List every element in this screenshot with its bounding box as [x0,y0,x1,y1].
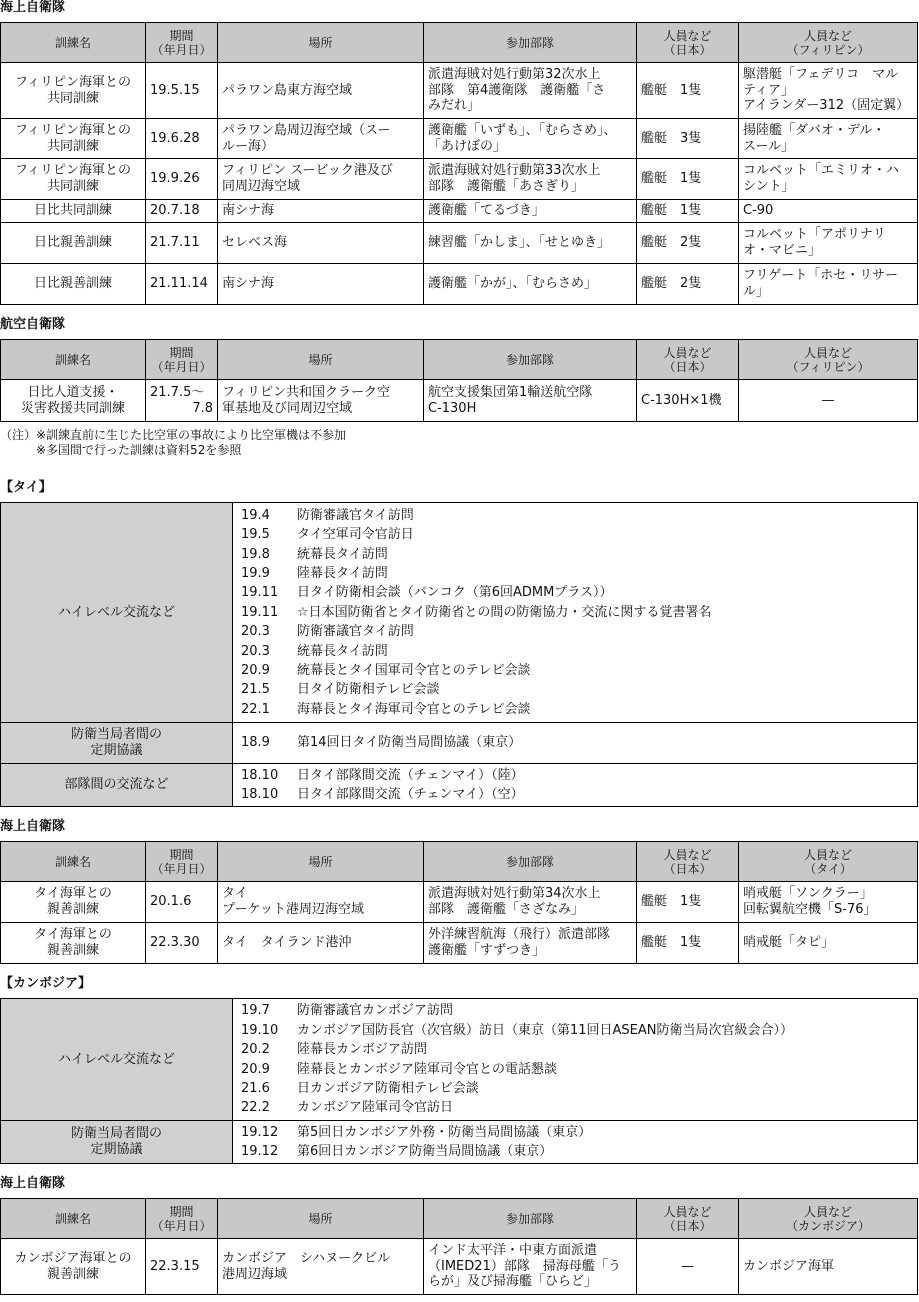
header-personnel-partner: 人員など （フィリピン） [739,23,918,63]
personnel-partner-cell: 駆潜艇「フェデリコ マル ティア」 アイランダー312（固定翼） [739,63,918,119]
notes [0,422,919,480]
header-place: 場所 [218,23,424,63]
list-item: 21.5 日タイ防衛相テレビ会談 [241,682,440,698]
section-title-cambodia-msdf: 海上自衛隊 [0,1176,66,1191]
place-cell: カンボジア シハヌークビル 港周辺海域 [218,1239,424,1295]
personnel-japan-cell: 艦艇 3隻 [637,119,739,159]
units-cell: 派遣海賊対処行動第34次水上 部隊 護衛艦「さざなみ」 [424,882,637,923]
group-label: ハイレベル交流など [1,503,233,723]
personnel-japan-cell: 艦艇 1隻 [637,63,739,119]
header-personnel-partner: 人員など （カンボジア） [739,1199,918,1239]
header-units: 参加部隊 [424,1199,637,1239]
event-list [233,999,918,1121]
training-name: フィリピン海軍との 共同訓練 [1,63,146,119]
header-period: 期間 （年月日） [146,1199,218,1239]
personnel-partner-cell: 揚陸艦「ダバオ・デル・ スール」 [739,119,918,159]
place-cell: セレベス海 [218,223,424,264]
table-row [1,723,918,764]
date-cell: 19.9.26 [146,159,218,200]
philippines-asdf-table [0,339,918,422]
training-name: 日比親善訓練 [1,223,146,264]
training-name: タイ海軍との 親善訓練 [1,882,146,923]
units-cell: 派遣海賊対処行動第33次水上 部隊 護衛艦「あさぎり」 [424,159,637,200]
units-cell: 練習艦「かしま」、「せとゆき」 [424,223,637,264]
units-cell: インド太平洋・中東方面派遣 （IMED21）部隊 掃海母艦「う らが」及び掃海艦「ひらど」 [424,1239,637,1295]
list-item: 19.12 第6回日カンボジア防衛当局間協議（東京） [241,1144,553,1159]
table-row [1,200,918,223]
place-cell: タイ タイランド港沖 [218,923,424,964]
table-row [1,159,918,200]
header-units: 参加部隊 [424,23,637,63]
header-personnel-japan: 人員など （日本） [637,842,739,882]
personnel-japan-cell: 艦艇 1隻 [637,923,739,964]
personnel-partner-cell: コルベット「アポリナリ オ・マビニ」 [739,223,918,264]
date-cell: 21.7.5〜 7.8 [146,380,218,422]
place-cell: フィリピン スービック港及び 同周辺海空域 [218,159,424,200]
date-cell: 20.1.6 [146,882,218,923]
personnel-partner-cell: フリゲート「ホセ・リサー ル」 [739,264,918,305]
header-personnel-japan: 人員など （日本） [637,23,739,63]
personnel-japan-cell: 艦艇 1隻 [637,200,739,223]
date-cell: 21.7.11 [146,223,218,264]
table-row [1,882,918,923]
section-title-thailand: 【タイ】 [0,480,52,495]
training-name: タイ海軍との 親善訓練 [1,923,146,964]
list-item: 18.10 日タイ部隊間交流（チェンマイ）（空） [241,787,524,802]
personnel-japan-cell: — [637,1239,739,1295]
units-cell: 護衛艦「てるづき」 [424,200,637,223]
personnel-partner-cell: コルベット「エミリオ・ハ シント」 [739,159,918,200]
table-row [1,764,918,807]
date-cell: 22.3.15 [146,1239,218,1295]
personnel-japan-cell: 艦艇 1隻 [637,159,739,200]
personnel-japan-cell: 艦艇 1隻 [637,882,739,923]
place-cell: パラワン島周辺海空域（スー ルー海） [218,119,424,159]
list-item: 19.4 防衛審議官タイ訪問 [241,507,414,523]
personnel-japan-cell: 艦艇 2隻 [637,223,739,264]
table-row [1,63,918,119]
header-period: 期間 （年月日） [146,23,218,63]
group-label: ハイレベル交流など [1,999,233,1121]
place-cell: 南シナ海 [218,264,424,305]
units-cell: 外洋練習航海（飛行）派遣部隊 護衛艦「すずつき」 [424,923,637,964]
date-cell: 21.11.14 [146,264,218,305]
list-item: 19.8 統幕長タイ訪問 [241,546,388,562]
list-item: 19.10 カンボジア国防長官（次官級）訪日（東京（第11回日ASEAN防衛当局次官級会合）） [241,1022,794,1038]
personnel-partner-cell: 哨戒艇「タピ」 [739,923,918,964]
training-name: フィリピン海軍との 共同訓練 [1,159,146,200]
personnel-partner-cell: 哨戒艇「ソンクラー」 回転翼航空機「S-76」 [739,882,918,923]
list-item: 19.12 第5回日カンボジア外務・防衛当局間協議（東京） [241,1124,592,1140]
header-units: 参加部隊 [424,842,637,882]
group-label: 防衛当局者間の 定期協議 [1,723,233,764]
list-item: 18.9 第14回日タイ防衛当局間協議（東京） [241,735,522,751]
list-item: 19.11 ☆日本国防衛省とタイ防衛省との間の防衛協力・交流に関する覚書署名 [241,604,712,620]
table-row [1,264,918,305]
list-item: 22.2 カンボジア陸軍司令官訪日 [241,1100,454,1116]
table-row [1,380,918,422]
philippines-msdf-table [0,22,918,305]
table-row [1,1121,918,1164]
header-training-name: 訓練名 [1,842,146,882]
list-item: 22.1 海幕長とタイ海軍司令官とのテレビ会談 [241,701,531,717]
training-name: 日比共同訓練 [1,200,146,223]
list-item: 19.9 陸幕長タイ訪問 [241,565,388,581]
section-title-thailand-msdf: 海上自衛隊 [0,819,66,834]
units-cell: 派遣海賊対処行動第32次水上 部隊 第4護衛隊 護衛艦「さ みだれ」 [424,63,637,119]
group-label: 防衛当局者間の 定期協議 [1,1121,233,1164]
group-label: 部隊間の交流など [1,764,233,807]
thailand-msdf-table [0,841,918,964]
list-item: 20.2 陸幕長カンボジア訪問 [241,1042,428,1058]
units-cell: 護衛艦「いずも」、「むらさめ」、 「あけぼの」 [424,119,637,159]
section-title-philippines-asdf: 航空自衛隊 [0,317,66,332]
section-title-philippines-msdf: 海上自衛隊 [0,0,66,15]
cambodia-exchange-table [0,998,918,1164]
header-units: 参加部隊 [424,340,637,380]
training-name: 日比親善訓練 [1,264,146,305]
thailand-exchange-table [0,502,918,807]
list-item: 18.10 日タイ部隊間交流（チェンマイ）（陸） [241,767,524,783]
place-cell: タイ プーケット港周辺海空域 [218,882,424,923]
list-item: 21.6 日カンボジア防衛相テレビ会談 [241,1080,479,1096]
cambodia-msdf-table [0,1198,918,1295]
list-item: 19.7 防衛審議官カンボジア訪問 [241,1003,454,1019]
list-item: 20.3 統幕長タイ訪問 [241,643,388,659]
training-name: 日比人道支援・ 災害救援共同訓練 [1,380,146,422]
list-item: 20.9 陸幕長とカンボジア陸軍司令官との電話懇談 [241,1061,558,1077]
header-period: 期間 （年月日） [146,842,218,882]
event-list [233,1121,918,1164]
section-title-cambodia: 【カンボジア】 [0,976,92,991]
place-cell: フィリピン共和国クラーク空 軍基地及び同周辺空域 [218,380,424,422]
units-cell: 護衛艦「かが」、「むらさめ」 [424,264,637,305]
date-cell: 19.6.28 [146,119,218,159]
table-row [1,119,918,159]
event-list [233,723,918,764]
training-name: カンボジア海軍との 親善訓練 [1,1239,146,1295]
header-place: 場所 [218,340,424,380]
note-line: （注）※訓練直前に生じた比空軍の事故により比空軍機は不参加 [0,428,347,442]
header-personnel-partner: 人員など （フィリピン） [739,340,918,380]
table-row [1,1239,918,1295]
date-cell: 19.5.15 [146,63,218,119]
personnel-japan-cell: 艦艇 2隻 [637,264,739,305]
note-line: ※多国間で行った訓練は資料52を参照 [36,443,242,457]
header-personnel-japan: 人員など （日本） [637,1199,739,1239]
header-training-name: 訓練名 [1,23,146,63]
date-cell: 20.7.18 [146,200,218,223]
personnel-partner-cell: — [739,380,918,422]
event-list [233,503,918,723]
list-item: 20.9 統幕長とタイ国軍司令官とのテレビ会談 [241,663,531,679]
personnel-japan-cell: C-130H×1機 [637,380,739,422]
table-row [1,223,918,264]
event-list [233,764,918,807]
header-period: 期間 （年月日） [146,340,218,380]
table-row [1,923,918,964]
header-place: 場所 [218,1199,424,1239]
table-row [1,999,918,1121]
header-personnel-partner: 人員など （タイ） [739,842,918,882]
units-cell: 航空支援集団第1輸送航空隊 C-130H [424,380,637,422]
personnel-partner-cell: C-90 [739,200,918,223]
header-place: 場所 [218,842,424,882]
date-cell: 22.3.30 [146,923,218,964]
header-training-name: 訓練名 [1,340,146,380]
header-personnel-japan: 人員など （日本） [637,340,739,380]
training-name: フィリピン海軍との 共同訓練 [1,119,146,159]
place-cell: 南シナ海 [218,200,424,223]
header-training-name: 訓練名 [1,1199,146,1239]
place-cell: パラワン島東方海空域 [218,63,424,119]
list-item: 19.5 タイ空軍司令官訪日 [241,527,414,543]
table-row [1,503,918,723]
list-item: 19.11 日タイ防衛相会談（バンコク（第6回ADMMプラス）） [241,585,613,601]
list-item: 20.3 防衛審議官タイ訪問 [241,624,414,640]
personnel-partner-cell: カンボジア海軍 [739,1239,918,1295]
